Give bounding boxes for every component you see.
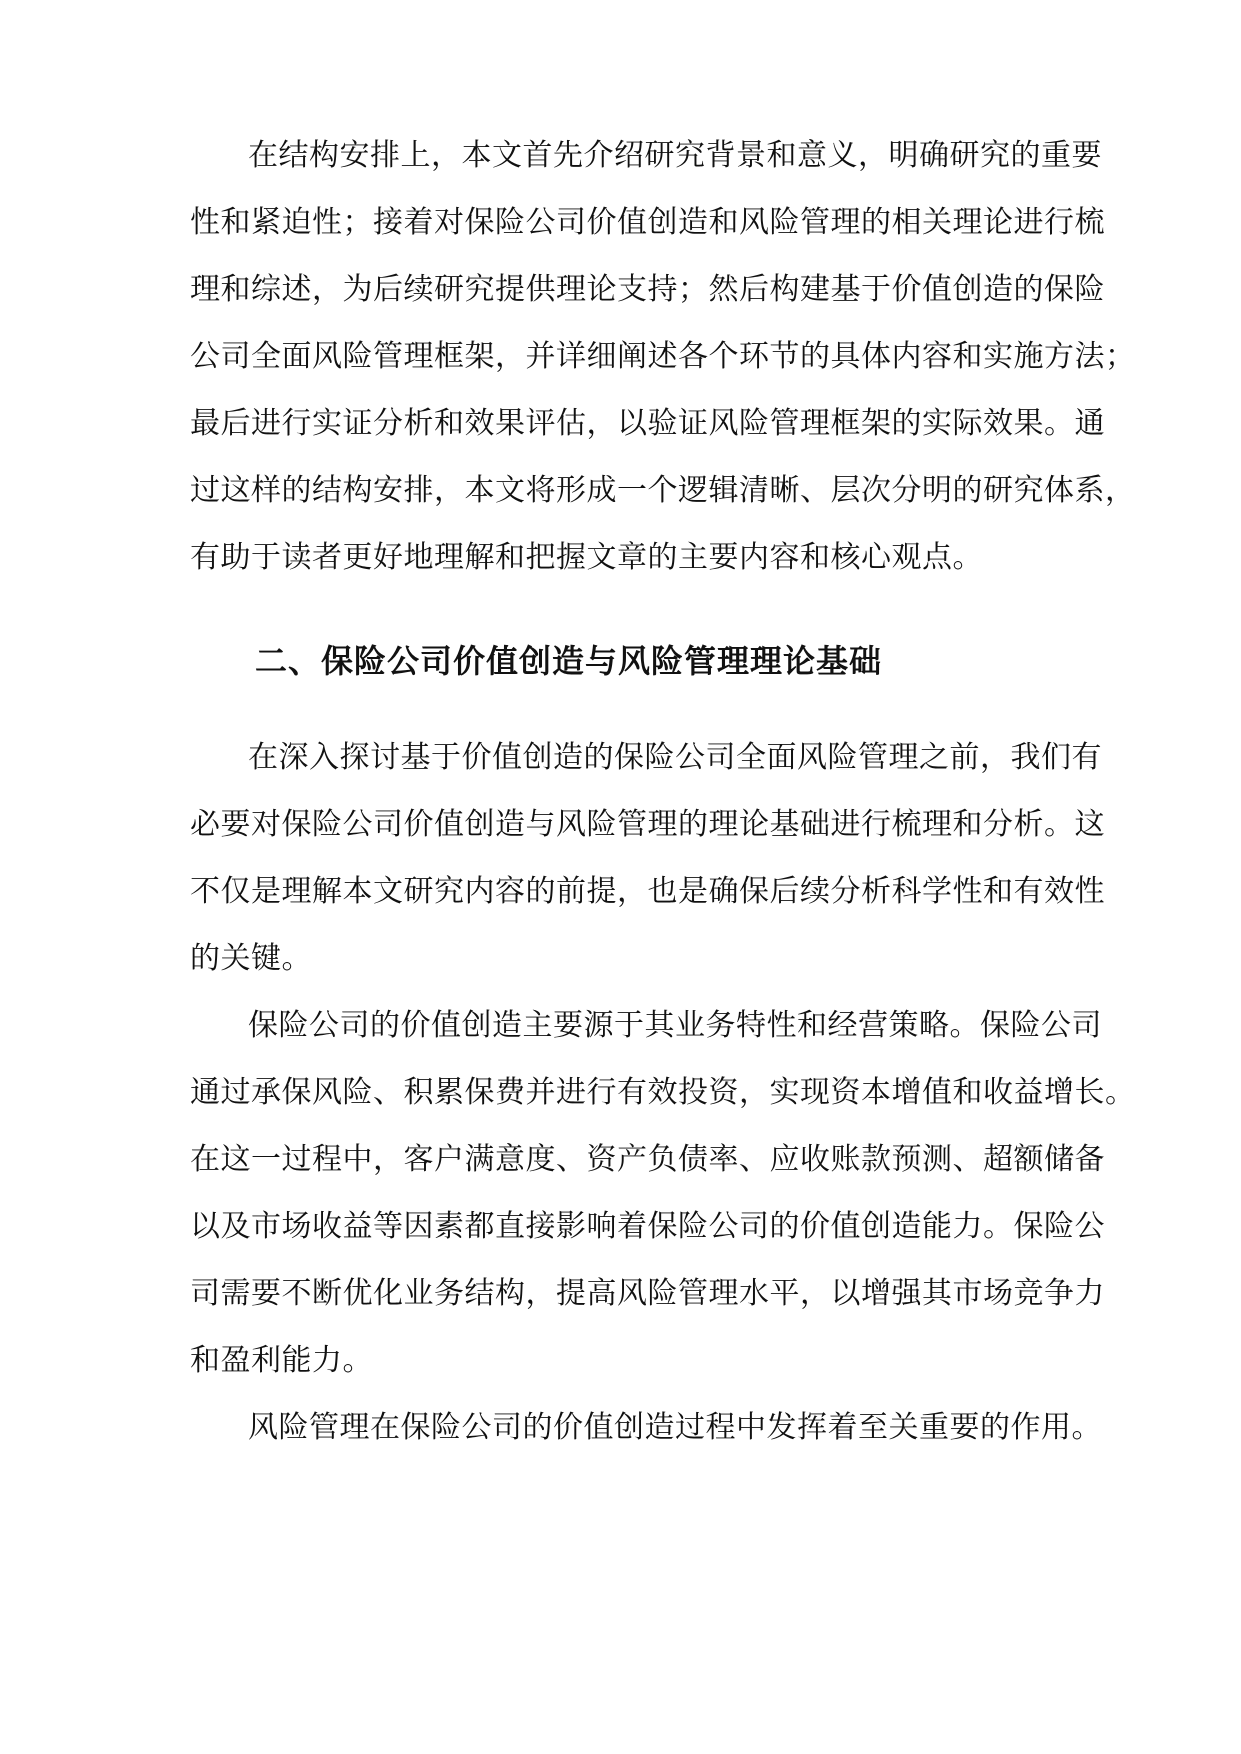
text-line: 司需要不断优化业务结构，提高风险管理水平，以增强其市场竞争力 [190, 1276, 1105, 1311]
text-line: 通过承保风险、积累保费并进行有效投资，实现资本增值和收益增长。 [190, 1075, 1136, 1110]
text-line: 在结构安排上，本文首先介绍研究背景和意义，明确研究的重要 [248, 138, 1102, 173]
text-line: 有助于读者更好地理解和把握文章的主要内容和核心观点。 [190, 540, 983, 575]
text-line: 在这一过程中，客户满意度、资产负债率、应收账款预测、超额储备 [190, 1142, 1105, 1177]
text-line: 和盈利能力。 [190, 1343, 373, 1378]
text-line: 风险管理在保险公司的价值创造过程中发挥着至关重要的作用。 [248, 1410, 1102, 1445]
text-line: 的关键。 [190, 941, 312, 976]
text-line: 不仅是理解本文研究内容的前提，也是确保后续分析科学性和有效性 [190, 874, 1105, 909]
text-line: 理和综述，为后续研究提供理论支持；然后构建基于价值创造的保险 [190, 272, 1105, 307]
section-heading: 二、保险公司价值创造与风险管理理论基础 [255, 642, 883, 680]
text-line: 以及市场收益等因素都直接影响着保险公司的价值创造能力。保险公 [190, 1209, 1105, 1244]
text-line: 必要对保险公司价值创造与风险管理的理论基础进行梳理和分析。这 [190, 807, 1105, 842]
text-line: 保险公司的价值创造主要源于其业务特性和经营策略。保险公司 [248, 1008, 1102, 1043]
text-line: 在深入探讨基于价值创造的保险公司全面风险管理之前，我们有 [248, 740, 1102, 775]
text-line: 公司全面风险管理框架，并详细阐述各个环节的具体内容和实施方法； [190, 339, 1136, 374]
text-line: 过这样的结构安排，本文将形成一个逻辑清晰、层次分明的研究体系， [190, 473, 1136, 508]
text-line: 性和紧迫性；接着对保险公司价值创造和风险管理的相关理论进行梳 [190, 205, 1105, 240]
text-line: 最后进行实证分析和效果评估，以验证风险管理框架的实际效果。通 [190, 406, 1105, 441]
